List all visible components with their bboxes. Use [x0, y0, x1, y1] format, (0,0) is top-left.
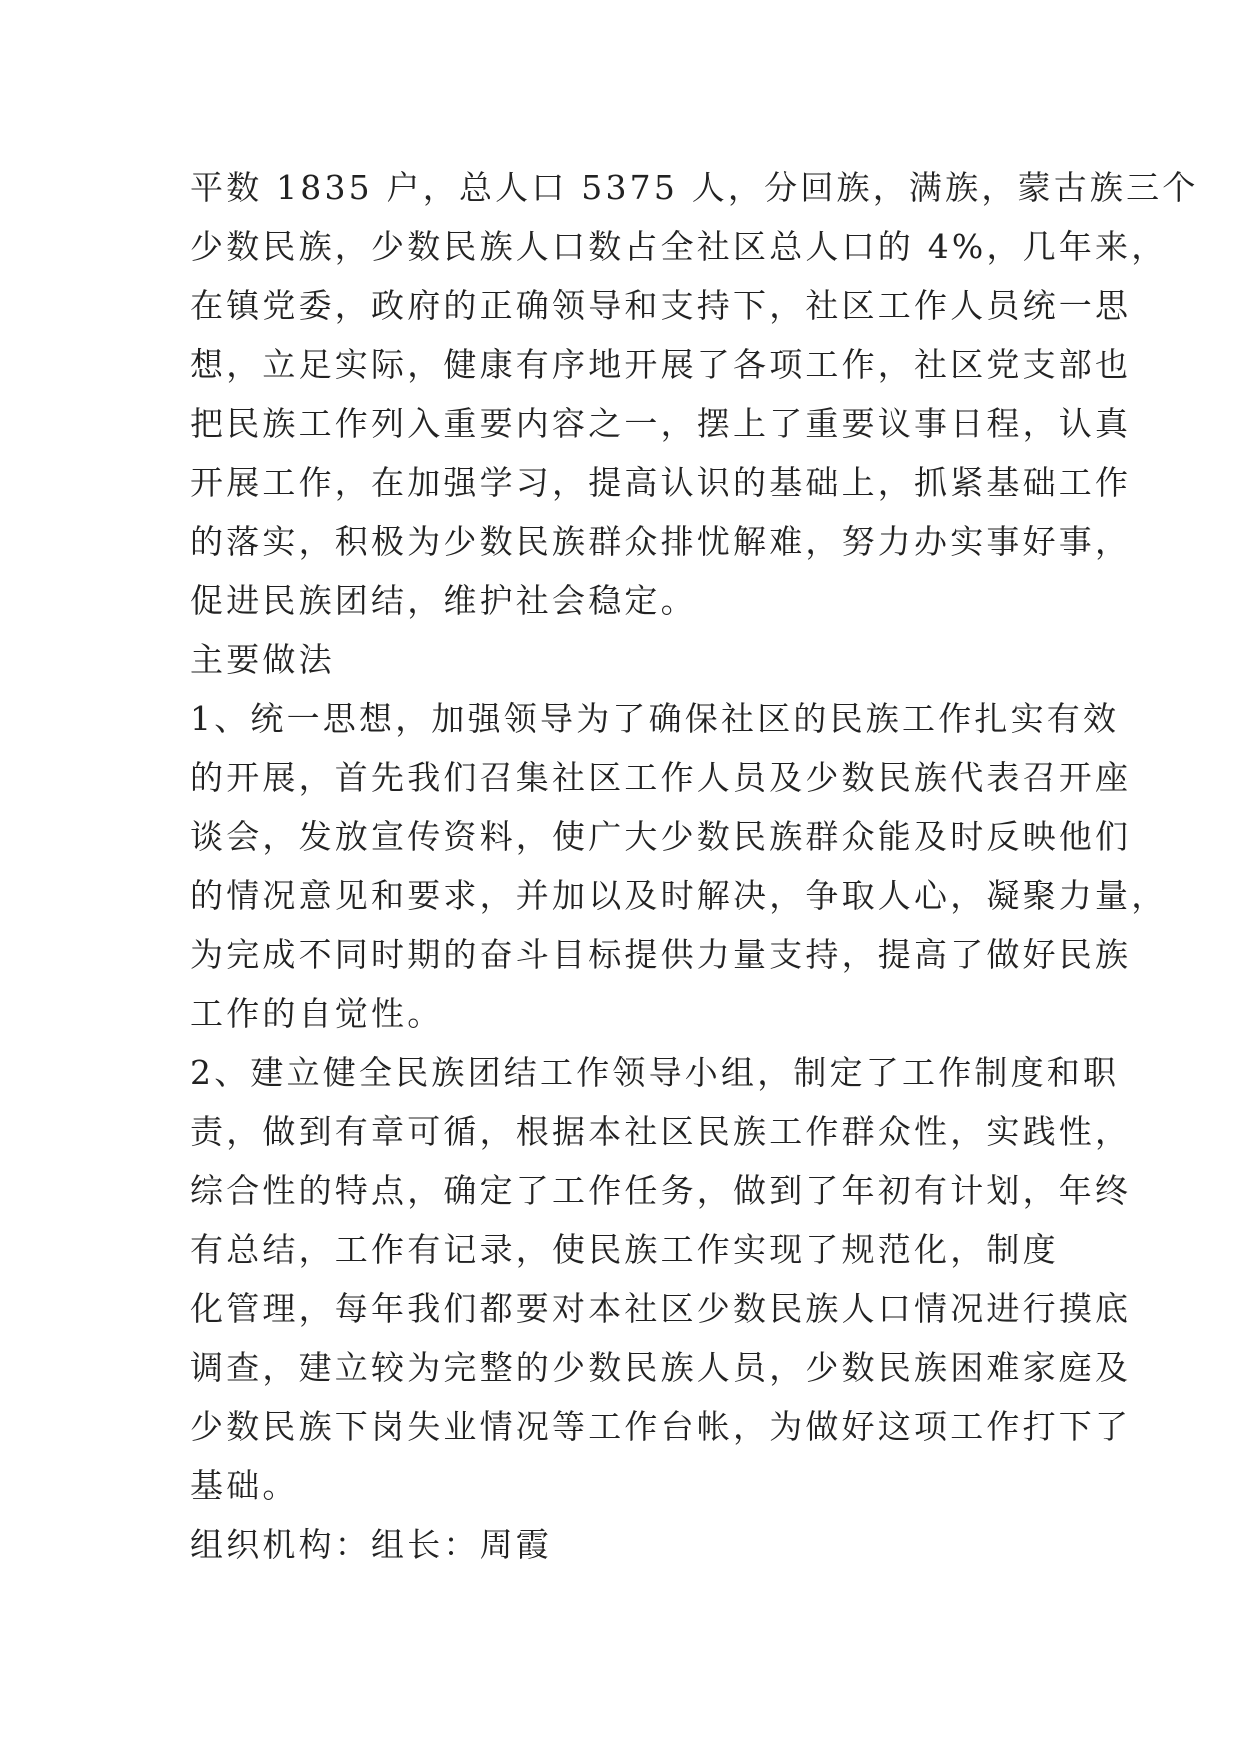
text-line: 1、统一思想，加强领导为了确保社区的民族工作扎实有效 [190, 699, 1120, 738]
text-line: 促进民族团结，维护社会稳定。 [190, 581, 697, 620]
text-line: 基础。 [190, 1466, 299, 1505]
text-line: 有总结，工作有记录，使民族工作实现了规范化，制度 [190, 1230, 1059, 1269]
text-line: 调查，建立较为完整的少数民族人员，少数民族困难家庭及 [190, 1348, 1132, 1387]
text-line: 开展工作，在加强学习，提高认识的基础上，抓紧基础工作 [190, 463, 1132, 502]
text-line: 组织机构：组长：周霞 [190, 1525, 552, 1564]
text-line: 少数民族下岗失业情况等工作台帐，为做好这项工作打下了 [190, 1407, 1132, 1446]
text-line: 化管理，每年我们都要对本社区少数民族人口情况进行摸底 [190, 1289, 1132, 1328]
text-line: 为完成不同时期的奋斗目标提供力量支持，提高了做好民族 [190, 935, 1132, 974]
text-line: 的开展，首先我们召集社区工作人员及少数民族代表召开座 [190, 758, 1132, 797]
section-heading: 主要做法 [190, 640, 335, 679]
text-line: 责，做到有章可循，根据本社区民族工作群众性，实践性， [190, 1112, 1132, 1151]
text-line: 工作的自觉性。 [190, 994, 444, 1033]
text-line: 综合性的特点，确定了工作任务，做到了年初有计划，年终 [190, 1171, 1132, 1210]
text-line: 2、建立健全民族团结工作领导小组，制定了工作制度和职 [190, 1053, 1120, 1092]
text-line: 少数民族，少数民族人口数占全社区总人口的 4%，几年来， [190, 227, 1168, 266]
text-line: 把民族工作列入重要内容之一，摆上了重要议事日程，认真 [190, 404, 1132, 443]
text-line: 平数 1835 户，总人口 5375 人，分回族，满族，蒙古族三个 [190, 168, 1199, 207]
text-line: 在镇党委，政府的正确领导和支持下，社区工作人员统一思 [190, 286, 1132, 325]
text-line: 谈会，发放宣传资料，使广大少数民族群众能及时反映他们 [190, 817, 1132, 856]
text-line: 的落实，积极为少数民族群众排忧解难，努力办实事好事， [190, 522, 1132, 561]
document-body [190, 158, 1199, 1574]
text-line: 想，立足实际，健康有序地开展了各项工作，社区党支部也 [190, 345, 1132, 384]
text-line: 的情况意见和要求，并加以及时解决，争取人心，凝聚力量， [190, 876, 1168, 915]
